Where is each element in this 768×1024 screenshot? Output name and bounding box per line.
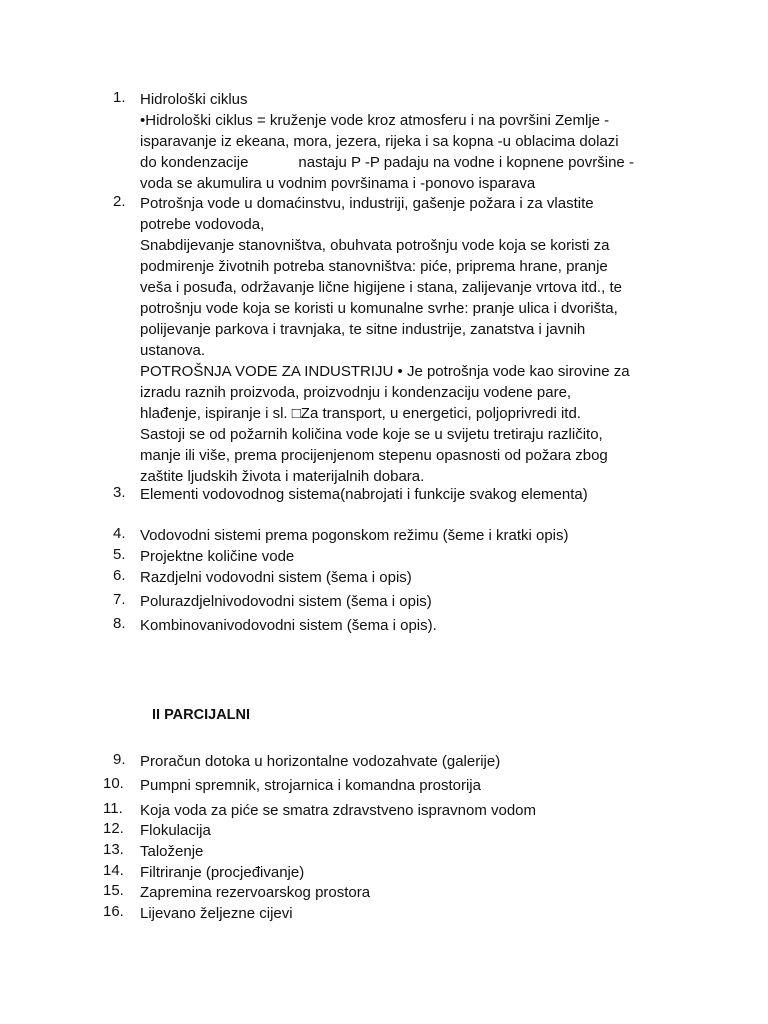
- item-text-line: hlađenje, ispiranje i sl. □Za transport, u energetici, poljoprivredi itd.: [140, 405, 581, 422]
- list-item-15: [103, 882, 673, 903]
- item-number: 3.: [113, 484, 126, 501]
- item-text-line: isparavanje iz ekeana, mora, jezera, rijeka i sa kopna -u oblacima dolazi: [140, 133, 619, 150]
- item-number: 11.: [103, 800, 123, 817]
- item-title: Flokulacija: [140, 822, 211, 839]
- item-text-line: do kondenzacije nastaju P -P padaju na vodne i kopnene površine -: [140, 154, 634, 171]
- item-number: 1.: [113, 89, 126, 106]
- item-title: Vodovodni sistemi prema pogonskom režimu (šeme i kratki opis): [140, 527, 569, 544]
- item-number: 5.: [113, 546, 126, 563]
- list-item-10: [103, 775, 673, 796]
- item-text-line: Snabdijevanje stanovništva, obuhvata potrošnju vode koja se koristi za: [140, 237, 610, 254]
- item-title: Taloženje: [140, 843, 204, 860]
- item-text-line: zaštite ljudskih života i materijalnih dobara.: [140, 468, 425, 485]
- list-item-12: [103, 820, 673, 841]
- list-item-14: [103, 862, 673, 883]
- item-title: Razdjelni vodovodni sistem (šema i opis): [140, 569, 412, 586]
- item-number: 8.: [113, 615, 126, 632]
- list-item-3: [113, 484, 673, 505]
- item-number: 10.: [103, 775, 124, 792]
- item-text-line: Sastoji se od požarnih količina vode koje se u svijetu tretiraju različito,: [140, 426, 603, 443]
- item-text-line: potrebe vodovoda,: [140, 216, 265, 233]
- item-title: Projektne količine vode: [140, 548, 295, 565]
- item-number: 13.: [103, 841, 124, 858]
- item-number: 12.: [103, 820, 124, 837]
- item-number: 16.: [103, 903, 124, 920]
- item-title: Potrošnja vode u domaćinstvu, industriji, gašenje požara i za vlastite: [140, 195, 594, 212]
- list-item-2: [113, 193, 673, 487]
- item-number: 14.: [103, 862, 124, 879]
- item-text-line: veša i posuđa, održavanje lične higijene i stana, zalijevanje vrtova itd., te: [140, 279, 622, 296]
- item-number: 15.: [103, 882, 124, 899]
- item-title: Hidrološki ciklus: [140, 91, 248, 108]
- item-text-line: manje ili više, prema procijenjenom stepenu opasnosti od požara zbog: [140, 447, 608, 464]
- item-text-line: polijevanje parkova i travnjaka, te sitne industrije, zanatstva i javnih: [140, 321, 586, 338]
- item-number: 7.: [113, 591, 126, 608]
- item-text-line: voda se akumulira u vodnim površinama i -ponovo isparava: [140, 175, 536, 192]
- list-item-16: [103, 903, 673, 924]
- item-title: Lijevano željezne cijevi: [140, 905, 293, 922]
- item-title: Kombinovanivodovodni sistem (šema i opis).: [140, 617, 437, 634]
- item-number: 6.: [113, 567, 126, 584]
- item-title: Proračun dotoka u horizontalne vodozahvate (galerije): [140, 753, 501, 770]
- item-title: Polurazdjelnivodovodni sistem (šema i opis): [140, 593, 432, 610]
- item-number: 4.: [113, 525, 126, 542]
- section-heading: II PARCIJALNI: [152, 707, 251, 723]
- item-title: Koja voda za piće se smatra zdravstveno ispravnom vodom: [140, 802, 537, 819]
- list-item-11: [103, 800, 673, 821]
- item-text-line: ustanova.: [140, 342, 206, 359]
- item-title: Elementi vodovodnog sistema(nabrojati i funkcije svakog elementa): [140, 486, 588, 503]
- list-item-4: [113, 525, 673, 546]
- list-item-6: [113, 567, 673, 588]
- item-title: Filtriranje (procjeđivanje): [140, 864, 305, 881]
- item-title: Pumpni spremnik, strojarnica i komandna prostorija: [140, 777, 481, 794]
- item-text-line: potrošnju vode koja se koristi u komunalne svrhe: pranje ulica i dvorišta,: [140, 300, 618, 317]
- item-number: 9.: [113, 751, 126, 768]
- item-text-line: •Hidrološki ciklus = kruženje vode kroz atmosferu i na površini Zemlje -: [140, 112, 610, 129]
- item-title: Zapremina rezervoarskog prostora: [140, 884, 371, 901]
- list-item-8: [113, 615, 673, 636]
- list-item-7: [113, 591, 673, 612]
- list-item-9: [113, 751, 673, 772]
- item-text-line: podmirenje životnih potreba stanovništva: piće, priprema hrane, pranje: [140, 258, 608, 275]
- list-item-1: [113, 89, 673, 194]
- list-item-5: [113, 546, 673, 567]
- item-text-line: izradu raznih proizvoda, proizvodnju i kondenzaciju vodene pare,: [140, 384, 572, 401]
- list-item-13: [103, 841, 673, 862]
- item-text-line: POTROŠNJA VODE ZA INDUSTRIJU • Je potrošnja vode kao sirovine za: [140, 363, 630, 380]
- item-number: 2.: [113, 193, 126, 210]
